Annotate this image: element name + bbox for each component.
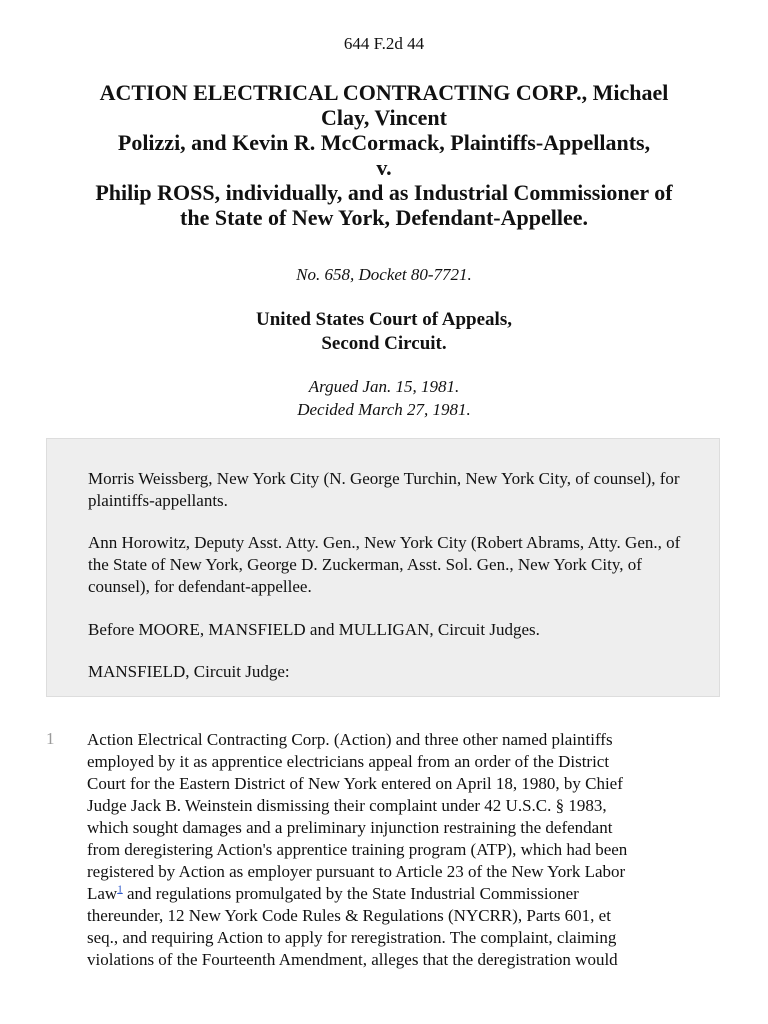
argued-date: Argued Jan. 15, 1981. <box>308 377 460 396</box>
opinion-line: Judge Jack B. Weinstein dismissing their complaint under 42 U.S.C. § 1983, <box>87 796 607 815</box>
caption-line: the State of New York, Defendant-Appellee. <box>180 205 588 230</box>
counsel-panel <box>46 438 720 697</box>
court-line: United States Court of Appeals, <box>256 309 512 330</box>
case-citation: 644 F.2d 44 <box>343 34 425 53</box>
case-dates <box>0 375 768 421</box>
opinion-line: from deregistering Action's apprentice training program (ATP), which had been <box>87 840 628 859</box>
court-name <box>0 308 768 356</box>
opinion-text: and regulations promulgated by the State Industrial Commissioner <box>122 884 579 903</box>
opinion-paragraph <box>87 729 722 971</box>
docket-number: No. 658, Docket 80-7721. <box>296 265 472 284</box>
plaintiffs-counsel: Morris Weissberg, New York City (N. George Turchin, New York City, of counsel), for plaintiffs-appellants. <box>88 469 680 510</box>
opinion-line: registered by Action as employer pursuant to Article 23 of the New York Labor <box>87 862 626 881</box>
opinion-line: which sought damages and a preliminary injunction restraining the defendant <box>87 818 613 837</box>
opinion-line: Court for the Eastern District of New York entered on April 18, 1980, by Chief <box>87 774 623 793</box>
opinion-text: Law <box>87 884 118 903</box>
judges-panel: Before MOORE, MANSFIELD and MULLIGAN, Circuit Judges. <box>88 620 540 639</box>
paragraph-number: 1 <box>46 729 55 748</box>
defendant-counsel: Ann Horowitz, Deputy Asst. Atty. Gen., New York City (Robert Abrams, Atty. Gen., of the State of New York, George D. Zuckerman, Asst. Sol. Gen., New York City, of counsel), for defendant-appellee. <box>88 533 681 596</box>
opinion-line: Action Electrical Contracting Corp. (Action) and three other named plaintiffs <box>87 730 613 749</box>
opinion-line: employed by it as apprentice electricians appeal from an order of the District <box>87 752 610 771</box>
court-line: Second Circuit. <box>321 333 447 354</box>
caption-line: ACTION ELECTRICAL CONTRACTING CORP., Michael <box>99 80 669 105</box>
footnote-link[interactable]: 1 <box>117 883 123 896</box>
opinion-line: seq., and requiring Action to apply for reregistration. The complaint, claiming <box>87 928 617 947</box>
opinion-line: violations of the Fourteenth Amendment, alleges that the deregistration would <box>87 950 618 969</box>
case-caption <box>40 80 728 230</box>
caption-line: Polizzi, and Kevin R. McCormack, Plaintiffs-Appellants, <box>117 130 651 155</box>
opinion-author: MANSFIELD, Circuit Judge: <box>88 662 290 681</box>
caption-line: Clay, Vincent <box>321 105 447 130</box>
decided-date: Decided March 27, 1981. <box>297 400 471 419</box>
caption-line: v. <box>376 155 392 180</box>
opinion-line: thereunder, 12 New York Code Rules & Regulations (NYCRR), Parts 601, et <box>87 906 611 925</box>
opinion-line-with-footnote <box>87 883 722 905</box>
caption-line: Philip ROSS, individually, and as Industrial Commissioner of <box>95 180 673 205</box>
